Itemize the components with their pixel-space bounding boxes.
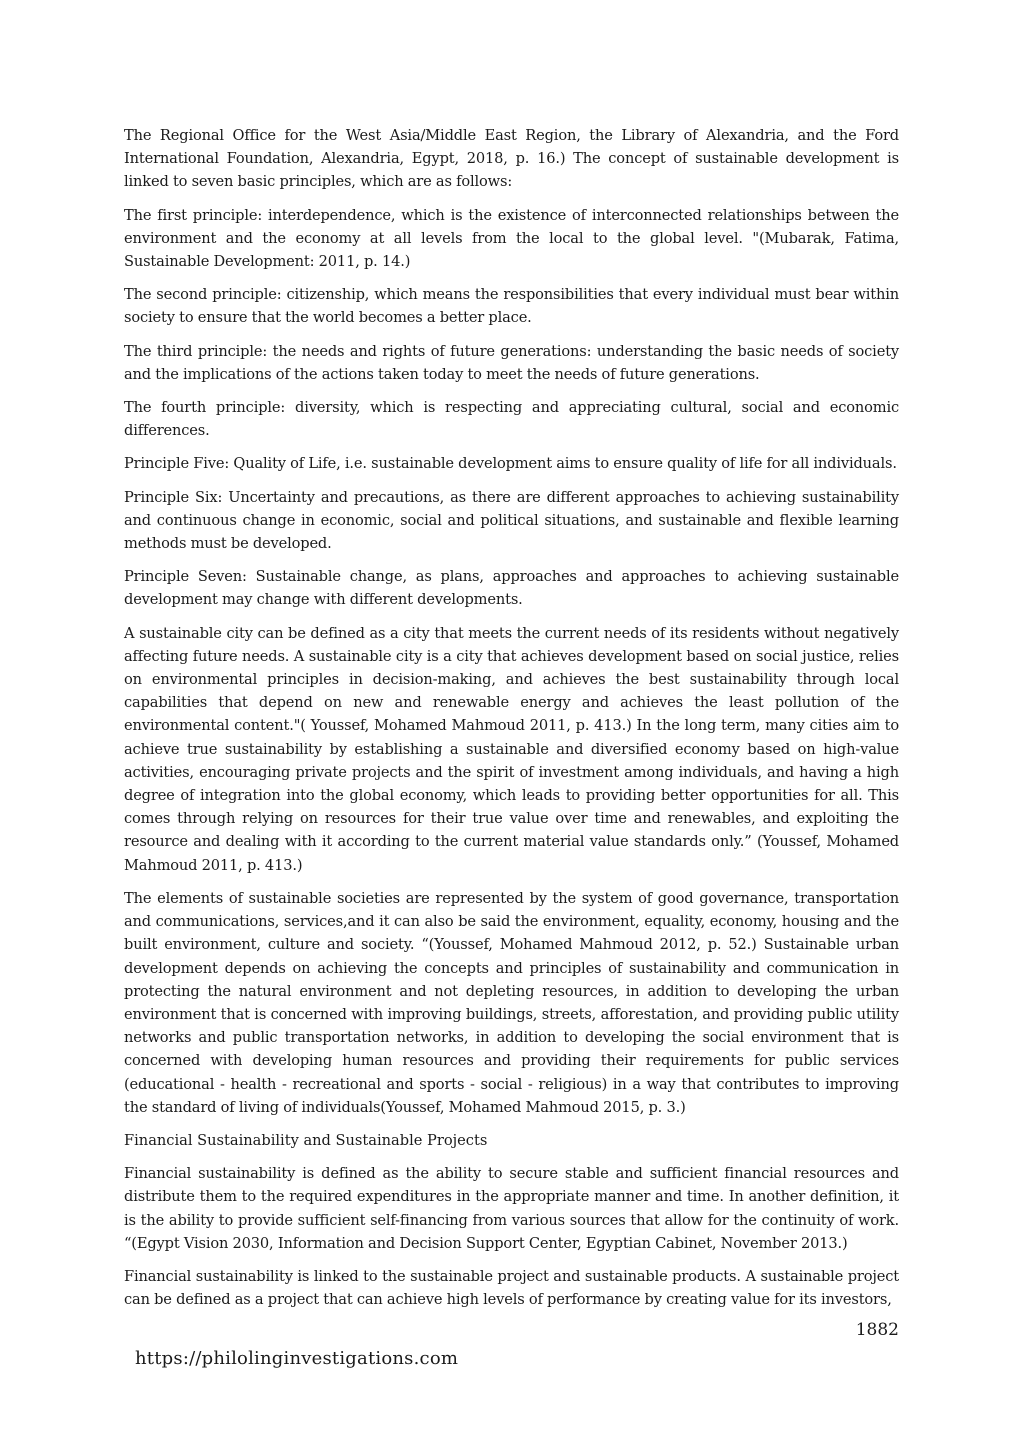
paragraph-principle-2: The second principle: citizenship, which means the responsibilities that every individual must bear within society to ensure that the world becomes a better place. bbox=[124, 286, 899, 327]
paragraph-principle-6: Principle Six: Uncertainty and precautions, as there are different approaches to achieving sustainability and continuous change in economic, social and political situations, and sustainable and flexible learning methods must be developed. bbox=[124, 488, 899, 553]
paragraph-principle-3: The third principle: the needs and rights of future generations: understanding the basic needs of society and the implications of the actions taken today to meet the needs of future generations. bbox=[124, 342, 899, 383]
paragraph-financial-projects: Financial sustainability is linked to the sustainable project and sustainable products. A sustainable project can be defined as a project that can achieve high levels of performance by creating value for its investors, bbox=[124, 1267, 899, 1309]
paragraph-sustainable-societies: The elements of sustainable societies are represented by the system of good governance, transportation and communications, services,and it can also be said the environment, equality, economy, housing and the built environment, culture and society. “(Youssef, Mohamed Mahmoud 2012, p. 52.) Sustainable urban development depends on achieving the concepts and principles of sustainability and communication in protecting the natural environment and not depleting resources, in addition to developing the urban environment that is concerned with improving buildings, streets, afforestation, and providing public utility networks and public transportation networks, in addition to developing the social environment that is concerned with developing human resources and providing their requirements for public services (educational - health - recreational and sports - social - religious) in a way that contributes to improving the standard of living of individuals(Youssef, Mohamed Mahmoud 2015, p. 3.) bbox=[124, 889, 899, 1116]
paragraph-financial-definition: Financial sustainability is defined as the ability to secure stable and sufficient financial resources and distribute them to the required expenditures in the appropriate manner and time. In another definition, it is the ability to provide sufficient self-financing from various sources that allow for the continuity of work. “(Egypt Vision 2030, Information and Decision Support Center, Egyptian Cabinet, November 2013.) bbox=[124, 1165, 899, 1252]
paragraph-principle-7: Principle Seven: Sustainable change, as plans, approaches and approaches to achieving sustainable development may change with different developments. bbox=[124, 568, 899, 609]
paragraph-principle-1: The first principle: interdependence, which is the existence of interconnected relationships between the environment and the economy at all levels from the local to the global level. "(Mubarak, Fatima, Sustainable Development: 2011, p. 14.) bbox=[124, 206, 899, 271]
page-body bbox=[124, 124, 899, 1321]
paragraph-principle-4: The fourth principle: diversity, which is respecting and appreciating cultural, social and economic differences. bbox=[124, 399, 899, 440]
footer-url[interactable]: https://philolinginvestigations.com bbox=[135, 1348, 459, 1369]
page-number: 1882 bbox=[855, 1320, 899, 1340]
paragraph-sustainable-city: A sustainable city can be defined as a city that meets the current needs of its residents without negatively affecting future needs. A sustainable city is a city that achieves development based on social justice, relies on environmental principles in decision-making, and achieves the best sustainability through local capabilities that depend on new and renewable energy and achieves the least pollution of the environmental content."( Youssef, Mohamed Mahmoud 2011, p. 413.) In the long term, many cities aim to achieve true sustainability by establishing a sustainable and diversified economy based on high-value activities, encouraging private projects and the spirit of investment among individuals, and having a high degree of integration into the global economy, which leads to providing better opportunities for all. This comes through relying on resources for their true value over time and renewables, and exploiting the resource and dealing with it according to the current material value standards only.” (Youssef, Mohamed Mahmoud 2011, p. 413.) bbox=[124, 624, 899, 874]
paragraph-principle-5: Principle Five: Quality of Life, i.e. sustainable development aims to ensure quality of life for all individuals. bbox=[124, 455, 897, 473]
paragraph-intro: The Regional Office for the West Asia/Middle East Region, the Library of Alexandria, and the Ford International Foundation, Alexandria, Egypt, 2018, p. 16.) The concept of sustainable development is linked to seven basic principles, which are as follows: bbox=[124, 127, 899, 191]
section-heading: Financial Sustainability and Sustainable Projects bbox=[124, 1131, 488, 1149]
